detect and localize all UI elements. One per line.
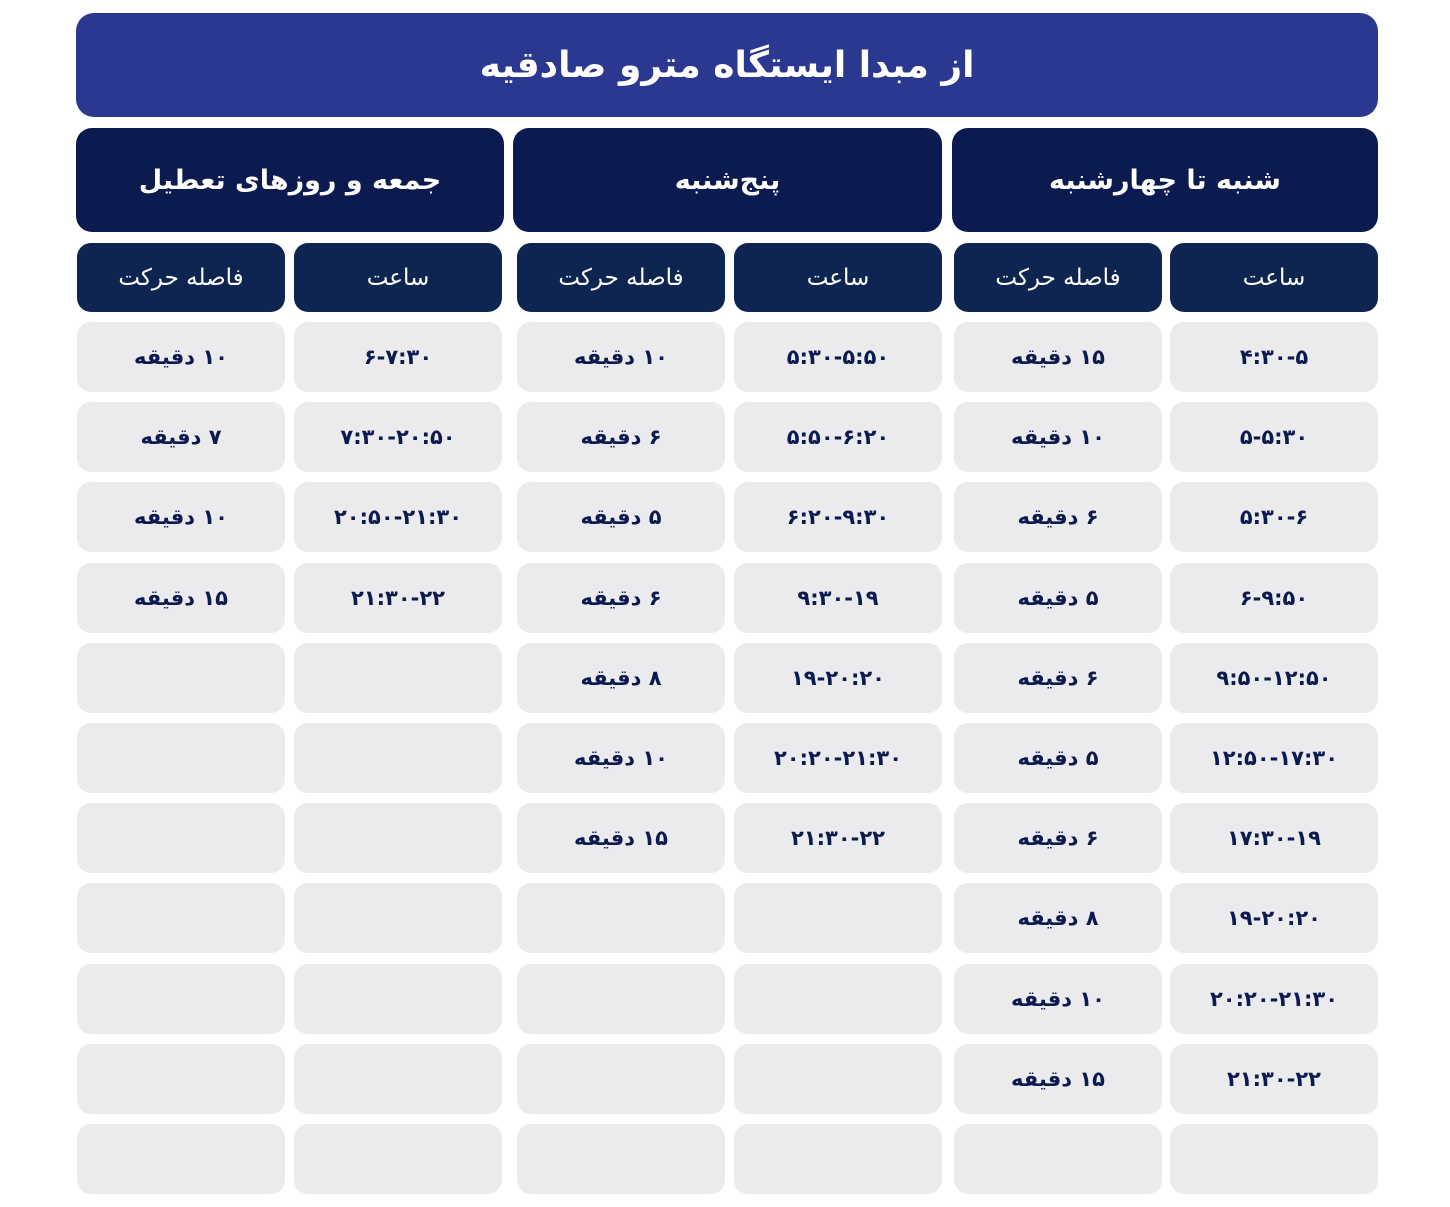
time-cell: ۵:۳۰-۵:۵۰ [734,322,942,392]
interval-cell: ۱۵ دقیقه [517,803,725,873]
interval-cell: ۱۵ دقیقه [954,1044,1162,1114]
interval-cell: ۱۰ دقیقه [77,482,285,552]
interval-cell [77,883,285,953]
interval-cell: ۶ دقیقه [954,482,1162,552]
time-cell: ۲۰:۵۰-۲۱:۳۰ [294,482,502,552]
interval-column-header: فاصله حرکت [954,243,1162,312]
time-cell: ۴:۳۰-۵ [1170,322,1378,392]
interval-cell [517,964,725,1034]
time-cell: ۱۹-۲۰:۲۰ [734,643,942,713]
time-cell: ۲۰:۲۰-۲۱:۳۰ [734,723,942,793]
interval-cell: ۱۵ دقیقه [954,322,1162,392]
interval-cell: ۵ دقیقه [517,482,725,552]
time-cell: ۱۲:۵۰-۱۷:۳۰ [1170,723,1378,793]
interval-cell [77,1124,285,1194]
interval-cell [77,1044,285,1114]
interval-cell: ۱۰ دقیقه [954,402,1162,472]
time-cell [294,643,502,713]
time-cell: ۷:۳۰-۲۰:۵۰ [294,402,502,472]
day-header: پنج‌شنبه [513,128,942,232]
time-cell [734,1044,942,1114]
interval-cell [77,643,285,713]
time-column-header: ساعت [734,243,942,312]
interval-cell [517,883,725,953]
page-title: از مبدا ایستگاه مترو صادقیه [76,13,1378,117]
interval-cell: ۵ دقیقه [954,563,1162,633]
time-cell [734,1124,942,1194]
interval-cell: ۶ دقیقه [954,803,1162,873]
interval-cell [77,964,285,1034]
interval-cell: ۶ دقیقه [517,563,725,633]
time-cell: ۶-۷:۳۰ [294,322,502,392]
interval-cell [517,1124,725,1194]
day-header: شنبه تا چهارشنبه [952,128,1378,232]
interval-cell: ۱۰ دقیقه [517,723,725,793]
time-cell: ۹:۵۰-۱۲:۵۰ [1170,643,1378,713]
interval-cell [517,1044,725,1114]
time-cell: ۱۷:۳۰-۱۹ [1170,803,1378,873]
time-cell [294,803,502,873]
interval-column-header: فاصله حرکت [77,243,285,312]
interval-cell: ۱۰ دقیقه [517,322,725,392]
time-cell [734,883,942,953]
interval-column-header: فاصله حرکت [517,243,725,312]
time-column-header: ساعت [1170,243,1378,312]
interval-cell: ۱۰ دقیقه [77,322,285,392]
interval-cell: ۷ دقیقه [77,402,285,472]
time-cell: ۵:۳۰-۶ [1170,482,1378,552]
time-cell: ۲۱:۳۰-۲۲ [1170,1044,1378,1114]
interval-cell [954,1124,1162,1194]
interval-cell: ۱۵ دقیقه [77,563,285,633]
time-cell [294,1044,502,1114]
interval-cell: ۸ دقیقه [954,883,1162,953]
time-cell [294,723,502,793]
interval-cell: ۸ دقیقه [517,643,725,713]
day-header: جمعه و روزهای تعطیل [76,128,504,232]
time-cell [294,883,502,953]
time-cell [294,1124,502,1194]
time-cell [294,964,502,1034]
time-column-header: ساعت [294,243,502,312]
time-cell: ۲۱:۳۰-۲۲ [294,563,502,633]
interval-cell [77,803,285,873]
time-cell: ۹:۳۰-۱۹ [734,563,942,633]
time-cell: ۲۰:۲۰-۲۱:۳۰ [1170,964,1378,1034]
time-cell: ۵-۵:۳۰ [1170,402,1378,472]
interval-cell [77,723,285,793]
interval-cell: ۶ دقیقه [954,643,1162,713]
time-cell: ۱۹-۲۰:۲۰ [1170,883,1378,953]
time-cell: ۲۱:۳۰-۲۲ [734,803,942,873]
time-cell [734,964,942,1034]
time-cell: ۵:۵۰-۶:۲۰ [734,402,942,472]
interval-cell: ۶ دقیقه [517,402,725,472]
time-cell: ۶:۲۰-۹:۳۰ [734,482,942,552]
time-cell: ۶-۹:۵۰ [1170,563,1378,633]
time-cell [1170,1124,1378,1194]
interval-cell: ۵ دقیقه [954,723,1162,793]
interval-cell: ۱۰ دقیقه [954,964,1162,1034]
